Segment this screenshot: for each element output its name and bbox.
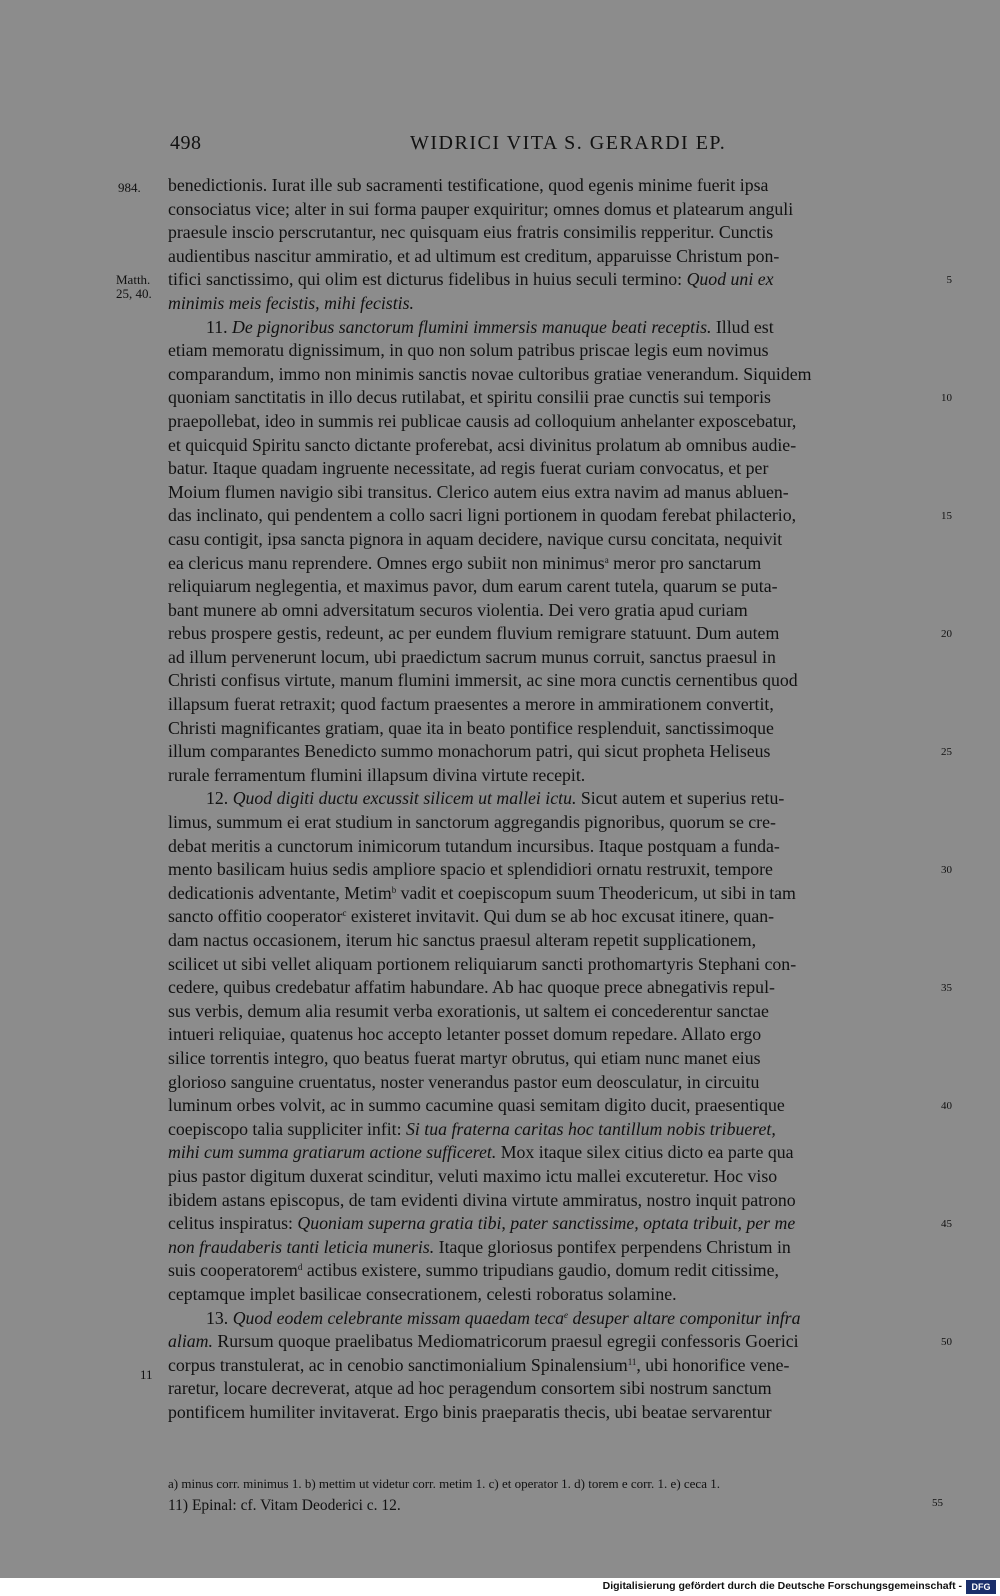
text-line xyxy=(168,1189,938,1213)
line-segment: illum comparantes Benedicto summo monachorum patri, qui sicut propheta Heliseus xyxy=(168,741,771,762)
text-line xyxy=(168,976,952,1000)
line-segment: ea clericus manu reprendere. Omnes ergo subiit non minimus xyxy=(168,552,605,573)
text-line xyxy=(168,1354,938,1378)
line-segment: minimis meis fecistis, mihi fecistis. xyxy=(168,292,414,313)
line-number: 30 xyxy=(941,864,952,877)
text-line xyxy=(168,363,938,387)
line-segment: dam nactus occasionem, iterum hic sanctus praesul alteram repetit supplicationem, xyxy=(168,930,757,950)
text-line xyxy=(168,552,938,576)
line-segment: corpus transtulerat, ac in cenobio sanctimonialium Spinalensium xyxy=(168,1354,628,1375)
footnote-marker: e xyxy=(564,1309,569,1320)
line-number: 25 xyxy=(941,746,952,759)
line-segment: mihi cum summa gratiarum actione sufficeret. xyxy=(168,1142,497,1163)
line-segment: Mox itaque silex citius dicto ea parte qua xyxy=(496,1142,794,1163)
body-text xyxy=(168,174,952,1424)
page-number: 498 xyxy=(170,132,202,154)
margin-year: 984. xyxy=(118,180,141,195)
text-line xyxy=(168,292,938,316)
line-number: 45 xyxy=(941,1218,952,1231)
line-segment: comparandum, immo non minimis sanctis novae cultoribus gratiae venerandum. Siquidem xyxy=(168,363,812,384)
text-line xyxy=(168,858,952,882)
line-number: 35 xyxy=(941,982,952,995)
margin-ref-verse: 25, 40. xyxy=(116,286,152,301)
text-line xyxy=(168,1047,938,1071)
text-line xyxy=(168,504,952,528)
line-segment: celitus inspiratus: xyxy=(168,1213,298,1234)
text-line xyxy=(168,1377,938,1401)
line-segment: Quod uni ex xyxy=(686,269,774,290)
line-segment: bant munere ab omni adversitatum securos violentia. Dei vero gratia apud curiam xyxy=(168,599,748,620)
line-number: 5 xyxy=(946,274,952,287)
line-segment: mento basilicam huius sedis ampliore spacio et splendidiori ornatu restruxit, tempore xyxy=(168,859,773,880)
text-line xyxy=(168,811,938,835)
critical-apparatus: a) minus corr. minimus 1. b) mettim ut videtur corr. metim 1. c) et operator 1. d) torem e corr. 1. e) ceca 1. xyxy=(168,1476,720,1491)
text-line xyxy=(168,1000,938,1024)
line-segment: praesule inscio perscrutantur, nec quisquam eius fratris consimilis repperitur. Cunctis xyxy=(168,222,774,243)
text-line xyxy=(168,1071,938,1095)
line-segment: audientibus nascitur ammiratio, et ad ultimum est creditum, apparuisse Christum pon- xyxy=(168,245,780,266)
line-segment: das inclinato, qui pendentem a collo sacri ligni portionem in quodam ferebat philacterio, xyxy=(168,505,797,526)
line-segment: dedicationis adventante, Metim xyxy=(168,882,392,903)
line-segment: tifici sanctissimo, qui olim est dicturus fidelibus in huius seculi termino: xyxy=(168,269,687,290)
text-line xyxy=(168,1212,952,1236)
text-line xyxy=(168,339,938,363)
text-line xyxy=(168,528,938,552)
text-line xyxy=(168,174,938,198)
line-segment: etiam memoratu dignissimum, in quo non solum patribus priscae legis eum novimus xyxy=(168,340,769,361)
text-line xyxy=(168,575,938,599)
text-line xyxy=(168,622,952,646)
line-segment: luminum orbes volvit, ac in summo cacumine quasi semitam digito ducit, praesentique xyxy=(168,1095,785,1116)
line-segment: cedere, quibus credebatur affatim habundare. Ab hac quoque prece abnegativis repul- xyxy=(168,977,775,998)
line-segment: rurale ferramentum flumini illapsum divina virtute recepit. xyxy=(168,764,586,785)
text-line xyxy=(168,599,938,623)
line-segment: debat meritis a cunctorum inimicorum tutandum incursibus. Itaque postquam a funda- xyxy=(168,835,780,856)
line-segment: existeret invitavit. Qui dum se ab hoc excusat itinere, quan- xyxy=(346,906,775,927)
line-segment: Moium flumen navigio sibi transitus. Clerico autem eius extra navim ad manus abluen- xyxy=(168,481,789,502)
text-line xyxy=(168,1330,952,1354)
text-line xyxy=(168,1236,938,1260)
line-segment: sus verbis, demum alia resumit verba exorationis, ut saltem ei concederentur sanctae xyxy=(168,1000,769,1021)
line-segment: desuper altare componitur infra xyxy=(568,1307,801,1328)
text-line xyxy=(168,434,938,458)
text-line xyxy=(168,245,938,269)
text-line xyxy=(168,882,938,906)
line-number: 20 xyxy=(941,628,952,641)
line-segment: coepiscopo talia suppliciter infit: xyxy=(168,1118,407,1139)
text-line xyxy=(168,1141,938,1165)
text-line xyxy=(168,1307,938,1331)
text-line xyxy=(168,457,938,481)
text-line xyxy=(168,198,938,222)
line-segment: Quoniam superna gratia tibi, pater sanctissime, optata tribuit, per me xyxy=(297,1213,796,1234)
text-line xyxy=(168,1165,938,1189)
line-segment: , ubi honorifice vene- xyxy=(636,1354,790,1375)
line-segment: glorioso sanguine cruentatus, noster venerandus pastor eum deosculatur, in circuitu xyxy=(168,1071,760,1092)
footnote-marker: d xyxy=(297,1262,303,1273)
line-segment: 11. xyxy=(206,316,228,337)
line-segment: intueri reliquiae, quatenus hoc accepto letanter posset domum repedare. Allato ergo xyxy=(168,1024,762,1045)
line-segment: De pignoribus sanctorum flumini immersis manuque beati receptis. xyxy=(232,316,712,337)
dfg-logo-icon: DFG xyxy=(966,1580,996,1594)
line-segment: rebus prospere gestis, redeunt, ac per eundem fluvium remigrare statuunt. Dum autem xyxy=(168,623,780,644)
line-segment: suis cooperatorem xyxy=(168,1260,298,1281)
line-segment: et quicquid Spiritu sancto dictante proferebat, acsi divinitus prolatum ab omnibus audie- xyxy=(168,434,797,455)
text-line xyxy=(168,717,938,741)
text-line xyxy=(168,410,938,434)
text-line xyxy=(168,764,938,788)
line-number: 40 xyxy=(941,1100,952,1113)
line-number: 50 xyxy=(941,1336,952,1349)
text-line xyxy=(168,740,952,764)
line-segment: Quod digiti ductu excussit silicem ut mallei ictu. xyxy=(232,788,577,809)
footnote-marker: 11 xyxy=(627,1356,637,1367)
text-line xyxy=(168,386,952,410)
text-line xyxy=(168,221,938,245)
funding-notice: Digitalisierung gefördert durch die Deutsche Forschungsgemeinschaft - xyxy=(602,1580,962,1592)
text-line xyxy=(168,268,952,292)
line-segment: Itaque gloriosus pontifex perpendens Christum in xyxy=(434,1236,791,1257)
funding-bar xyxy=(0,1578,1000,1596)
footnote-line-ref: 55 xyxy=(932,1497,943,1509)
line-segment: Sicut autem et superius retu- xyxy=(576,788,785,809)
margin-footnote-ref: 11 xyxy=(140,1367,153,1382)
text-line xyxy=(168,1259,938,1283)
running-title: WIDRICI VITA S. GERARDI EP. xyxy=(410,132,727,154)
line-segment: batur. Itaque quadam ingruente necessitate, ad regis fuerat curiam convocatus, et per xyxy=(168,458,769,479)
margin-ref-book: Matth. xyxy=(116,272,151,287)
text-line xyxy=(168,1023,938,1047)
footnote-marker: c xyxy=(342,908,347,919)
line-segment: vadit et coepiscopum suum Theodericum, ut sibi in tam xyxy=(396,882,796,903)
line-number: 10 xyxy=(941,392,952,405)
line-segment: non fraudaberis tanti leticia muneris. xyxy=(168,1236,435,1257)
text-line xyxy=(168,905,938,929)
line-segment: 12. xyxy=(206,788,229,809)
text-line xyxy=(168,481,938,505)
line-segment: scilicet ut sibi vellet aliquam portionem reliquiarum sancti prothomartyris Stephani con- xyxy=(168,953,797,974)
line-segment: limus, summum ei erat studium in sanctorum aggregandis pignoribus, quorum se cre- xyxy=(168,812,776,833)
text-line xyxy=(168,1283,938,1307)
line-segment: raretur, locare decreverat, atque ad hoc peragendum consortem sibi nostrum sanctum xyxy=(168,1378,772,1399)
line-segment: sancto offitio cooperator xyxy=(168,906,343,927)
line-segment: actibus existere, summo tripudians gaudio, domum redit citissime, xyxy=(302,1260,779,1281)
line-segment: ad illum pervenerunt locum, ubi praedictum sacrum munus corruit, sanctus praesul in xyxy=(168,646,776,667)
text-line xyxy=(168,953,938,977)
line-segment: praepollebat, ideo in summis rei publicae causis ad colloquium anhelanter exposcebatur, xyxy=(168,410,797,431)
footnote-marker: b xyxy=(391,884,397,895)
line-segment: Christi confisus virtute, manum flumini immersit, ac sine mora cunctis cernentibus quod xyxy=(168,670,798,691)
text-line xyxy=(168,316,938,340)
line-segment: consociatus vice; alter in sui forma pauper exquiritur; omnes domus et platearum anguli xyxy=(168,198,794,219)
line-number: 15 xyxy=(941,510,952,523)
line-segment: 13. xyxy=(206,1307,229,1328)
text-line xyxy=(168,693,938,717)
line-segment: benedictionis. Iurat ille sub sacramenti testificatione, quod egenis minime fuerit ipsa xyxy=(168,175,769,195)
line-segment: ceptamque implet basilicae consecrationem, celesti roboratus solamine. xyxy=(168,1283,677,1304)
line-segment: pius pastor digitum duxerat scinditur, veluti maximo ictu mallei excuteretur. Hoc viso xyxy=(168,1165,778,1186)
text-line xyxy=(168,787,938,811)
text-line xyxy=(168,1118,938,1142)
text-line xyxy=(168,929,938,953)
line-segment: silice torrentis integro, quo beatus fuerat martyr obrutus, qui etiam nunc manet eius xyxy=(168,1047,761,1068)
line-segment: pontificem humiliter invitaverat. Ergo binis praeparatis thecis, ubi beatae servarentur xyxy=(168,1401,772,1422)
line-segment: Si tua fraterna caritas hoc tantillum nobis tribueret, xyxy=(406,1118,776,1139)
text-line xyxy=(168,1094,952,1118)
line-segment: Christi magnificantes gratiam, quae ita in beato pontifice resplenduit, sanctissimoque xyxy=(168,717,774,738)
footnote-marker: a xyxy=(604,554,609,565)
text-line xyxy=(168,669,938,693)
text-line xyxy=(168,646,938,670)
text-line xyxy=(168,835,938,859)
historical-footnote: 11) Epinal: cf. Vitam Deoderici c. 12. xyxy=(168,1497,401,1514)
text-line xyxy=(168,1401,938,1425)
line-segment: Quod eodem celebrante missam quaedam teca xyxy=(232,1307,565,1328)
line-segment: Rursum quoque praelibatus Mediomatricorum praesul egregii confessoris Goerici xyxy=(212,1331,799,1352)
line-segment: illapsum fuerat retraxit; quod factum praesentes a merore in ammirationem convertit, xyxy=(168,694,774,715)
line-segment: Illud est xyxy=(711,316,774,337)
line-segment: ibidem astans episcopus, de tam evidenti divina virtute ammiratus, nostro inquit patrono xyxy=(168,1189,796,1210)
line-segment: reliquiarum neglegentia, et maximus pavor, dum earum carent tutela, quarum se puta- xyxy=(168,576,778,597)
line-segment: aliam. xyxy=(168,1331,213,1352)
line-segment: casu contigit, ipsa sancta pignora in aquam decidere, navique cursu concitata, nequivit xyxy=(168,528,783,549)
line-segment: quoniam sanctitatis in illo decus rutilabat, et spiritu consilii prae cunctis sui temporis xyxy=(168,387,771,408)
line-segment: meror pro sanctarum xyxy=(608,552,762,573)
